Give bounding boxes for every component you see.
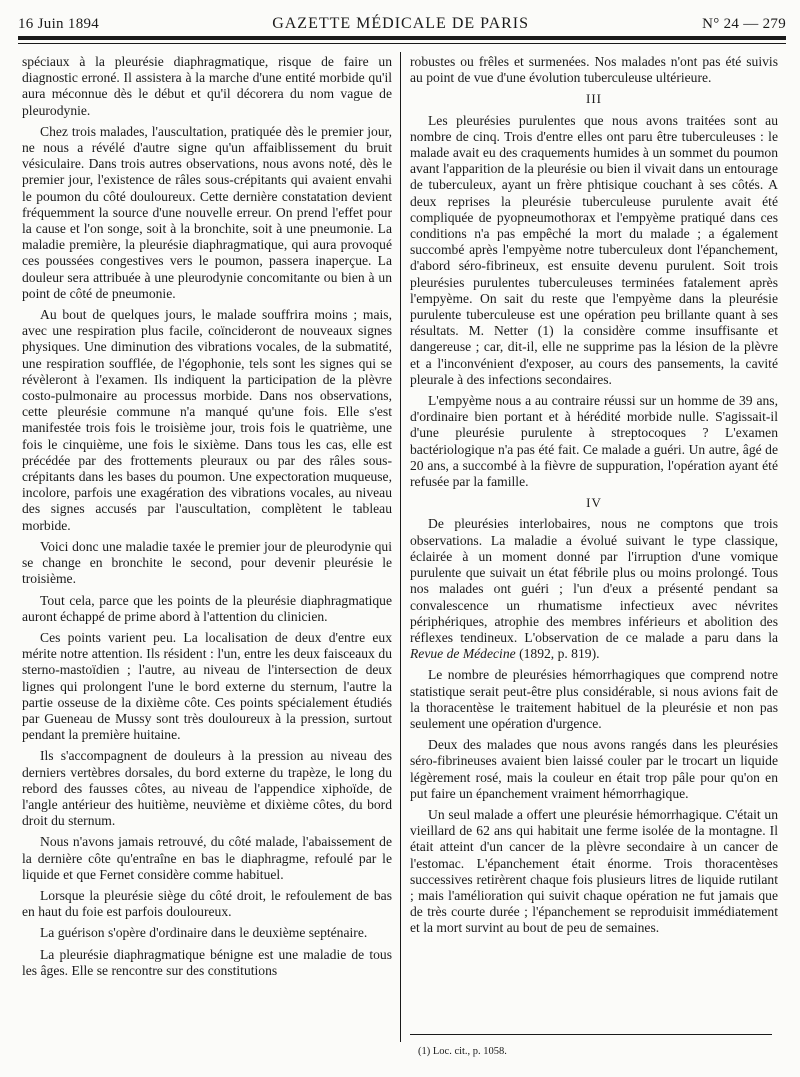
paragraph: Les pleurésies purulentes que nous avons traitées sont au nombre de cinq. Trois d'entre elles ont paru être tuberculeuses : le malade avait eu des craquements humides à un sommet du poumon avant l'apparition de la pleurésie ou bien il vivait dans un entourage de tuberculeux, ayant un frère phtisique couchant à ses côtés. A deux reprises la pleurésie tuberculeuse purulente avait été compliquée de pyopneumothorax et l'empyème pratiqué dans ces conditions n'a pas empêché la mort du malade ; a également succombé après l'empyème notre tuberculeux dont l'épanchement, d'abord séro-fibrineux, est ensuite devenu purulent. Soit trois pleurésies purulentes tuberculeuses terminées fatalement après l'empyème. On sait du reste que l'empyème dans la pleurésie purulente tuberculeuse est une opération peu brillante quant à ses résultats. M. Netter (1) la considère comme insuffisante et dangereuse ; car, dit-il, elle ne supprime pas la lésion de la plèvre et a l'inconvénient d'exposer, au cours des pansements, la cavité pleurale à des infections secondaires.	[410, 112, 778, 387]
paragraph: Chez trois malades, l'auscultation, pratiquée dès le premier jour, ne nous a révélé d'autre signe qu'un affaiblissement du bruit vésiculaire. Dans trois autres observations, nous avons noté, dès le premier jour, l'existence de râles sous-crépitants qui avaient envahi le poumon du côté douloureux. Cette dernière constatation devient fréquemment la source d'une nouvelle erreur. On prend l'effet pour la cause et l'on songe, soit à la bronchite, soit à une pneumonie. La maladie première, la pleurésie diaphragmatique, qui aura provoqué ces poussées congestives vers le poumon, passera inaperçue. La douleur sera attribuée à une pleurodynie concomitante ou bien à un point de côté de pneumonie.	[22, 123, 392, 301]
journal-citation: Revue de Médecine	[410, 646, 516, 662]
header-rule-thin	[18, 43, 786, 44]
page-header	[18, 10, 786, 38]
paragraph: robustes ou frêles et surmenées. Nos malades n'ont pas été suivis au point de vue d'une évolution tuberculeuse ultérieure.	[410, 54, 778, 86]
footnote: (1) Loc. cit., p. 1058.	[418, 1046, 507, 1057]
paragraph	[410, 516, 778, 662]
paragraph-text: De pleurésies interlobaires, nous ne comptons que trois observations. La maladie a évolué suivant le type classique, éclairée à un moment donné par l'irruption d'une vomique purulente que suivait un état fébrile plus ou moins prolongé. Tous nos malades ont guéri ; l'un d'eux a présenté pendant sa convalescence un rhumatisme infectieux avec névrites périphériques, atrophie des membres inférieurs et abolition des réflexes tendineux. L'observation de ce malade a paru dans la	[410, 516, 778, 645]
section-heading-iii: III	[586, 91, 602, 107]
journal-title: GAZETTE MÉDICALE DE PARIS	[272, 15, 530, 32]
header-rule-thick	[18, 36, 786, 40]
section-heading-iv: IV	[586, 495, 602, 511]
paragraph: Le nombre de pleurésies hémorrhagiques que comprend notre statistique serait peut-être plus considérable, si nous avions fait de la thoracentèse le traitement habituel de la pleurésie et non pas seulement une opération d'urgence.	[410, 667, 778, 731]
column-divider	[400, 52, 401, 1042]
paragraph: Nous n'avons jamais retrouvé, du côté malade, l'abaissement de la dernière côte qu'entraîne en bas le diaphragme, refoulé par le liquide et que Fernet considère comme habituel.	[22, 834, 392, 882]
footnote-rule	[410, 1034, 772, 1035]
paragraph: L'empyème nous a au contraire réussi sur un homme de 39 ans, d'ordinaire bien portant et à hérédité morbide nulle. S'agissait-il d'une pleurésie purulente à streptocoques ? L'examen bactériologique n'a pas été fait. Ce malade a guéri. Un autre, âgé de 20 ans, a succombé à la fièvre de suppuration, l'opération ayant été refusée par la famille.	[410, 393, 778, 490]
paragraph: Ces points varient peu. La localisation de deux d'entre eux mérite notre attention. Ils résident : l'un, entre les deux faisceaux du sterno-mastoïdien ; l'autre, au niveau de l'intersection de deux lignes qui prolongent l'une le bord externe du sternum, l'autre la partie osseuse de la dixième côte. Ces points spécialement étudiés par Gueneau de Mussy sont très douloureux à la pression, surtout pendant la première huitaine.	[22, 629, 392, 743]
paragraph: Tout cela, parce que les points de la pleurésie diaphragmatique auront échappé de prime abord à l'attention du clinicien.	[22, 592, 392, 624]
paragraph: spéciaux à la pleurésie diaphragmatique, risque de faire un diagnostic erroné. Il assistera à la marche d'une entité morbide qu'il aura méconnue dès le début et qu'il décorera du nom vague de pleurodynie.	[22, 54, 392, 118]
left-column	[22, 54, 392, 984]
paragraph: Lorsque la pleurésie siège du côté droit, le refoulement de bas en haut du foie est parfois douloureux.	[22, 887, 392, 920]
paragraph: La pleurésie diaphragmatique bénigne est une maladie de tous les âges. Elle se rencontre sur des constitutions	[22, 946, 392, 978]
citation-reference: (1892, p. 819).	[515, 646, 600, 662]
paragraph: Un seul malade a offert une pleurésie hémorrhagique. C'était un vieillard de 62 ans qui habitait une ferme isolée de la montagne. Il était atteint d'un cancer de la plèvre secondaire à un cancer de l'estomac. L'épanchement était énorme. Trois thoracentèses successives retirèrent chaque fois plusieurs litres de liquide rutilant ; mais l'amélioration qui suivit chaque opération ne fut jamais que de très courte durée ; l'épanchement se reproduisit immédiatement et la mort survint au bout de peu de semaines.	[410, 806, 778, 936]
paragraph: Ils s'accompagnent de douleurs à la pression au niveau des derniers vertèbres dorsales, du bord externe du trapèze, le long du rebord des fausses côtes, au niveau de l'appendice xiphoïde, de l'angle antérieur des huitième, neuvième et dixième côtes, du bord droit du sternum.	[22, 748, 392, 829]
right-column	[410, 54, 778, 942]
paragraph: Deux des malades que nous avons rangés dans les pleurésies séro-fibrineuses avaient bien laissé couler par le trocart un liquide légèrement rosé, mais la couleur en était trop pâle pour qu'on en put faire un épanchement vraiment hémorrhagique.	[410, 737, 778, 801]
paragraph: Au bout de quelques jours, le malade souffrira moins ; mais, avec une respiration plus facile, coïncideront de nouveaux signes physiques. Une diminution des vibrations vocales, de la submatité, une respiration soufflée, de l'égophonie, tels sont les signes qui se révèleront à l'examen. Ils indiquent la participation de la plèvre costo-pulmonaire au processus morbide. Dans nos observations, cette pleurésie commune n'a manqué qu'une fois. Elle s'est manifestée trois fois le troisième jour, trois fois le quatrième, une fois le cinquième, une fois le sixième. Dans tous les cas, elle est précédée par des frottements pleuraux ou par des râles sous-crépitants dans les bases du poumon. Une expectoration muqueuse, incolore, parfois une exagération des vibrations vocales, au niveau des signes accusés par l'auscultation, complètent le tableau morbide.	[22, 307, 392, 533]
header-date: 16 Juin 1894	[18, 15, 100, 32]
issue-page-number: N° 24 — 279	[702, 15, 786, 32]
paragraph: La guérison s'opère d'ordinaire dans le deuxième septénaire.	[40, 925, 368, 941]
paragraph: Voici donc une maladie taxée le premier jour de pleurodynie qui se change en bronchite le second, pour devenir pleurésie le troisième.	[22, 538, 392, 587]
